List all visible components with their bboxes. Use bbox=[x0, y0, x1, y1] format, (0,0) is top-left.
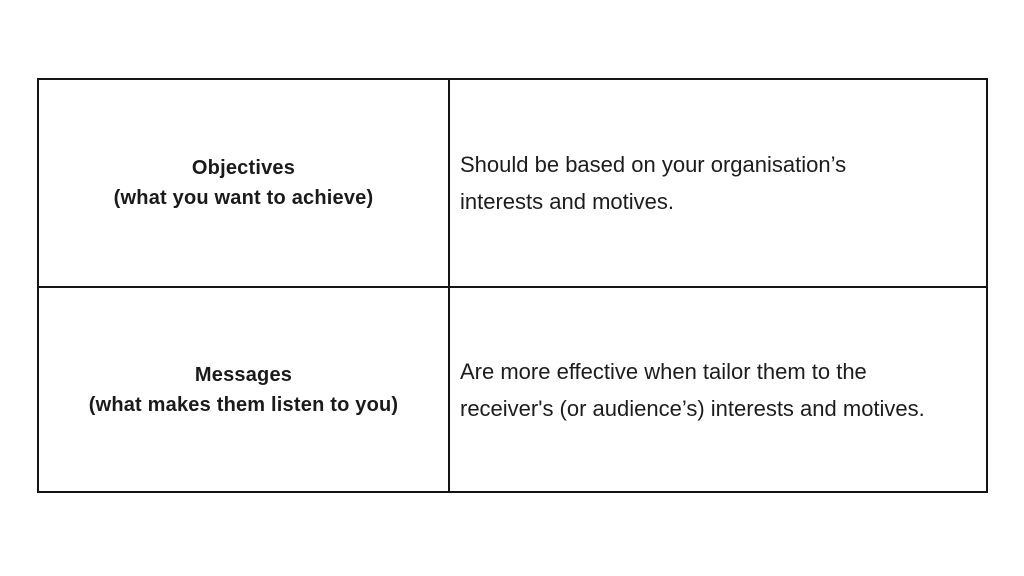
two-by-two-table bbox=[37, 78, 988, 493]
messages-subtitle: (what makes them listen to you) bbox=[88, 393, 399, 416]
messages-description-line-1: Are more effective when tailor them to the bbox=[460, 358, 867, 384]
messages-title: Messages bbox=[194, 363, 293, 386]
messages-description-line-2: receiver's (or audience’s) interests and motives. bbox=[460, 395, 925, 421]
table-cell-objectives-header bbox=[39, 80, 450, 288]
objectives-description-line-2: interests and motives. bbox=[460, 189, 674, 214]
table-cell-messages-header bbox=[39, 288, 450, 491]
table-cell-messages-description bbox=[450, 288, 986, 491]
objectives-description-line-1: Should be based on your organisation’s bbox=[460, 152, 847, 177]
objectives-subtitle: (what you want to achieve) bbox=[113, 187, 374, 209]
table-cell-objectives-description bbox=[450, 80, 986, 288]
objectives-title: Objectives bbox=[191, 157, 296, 179]
